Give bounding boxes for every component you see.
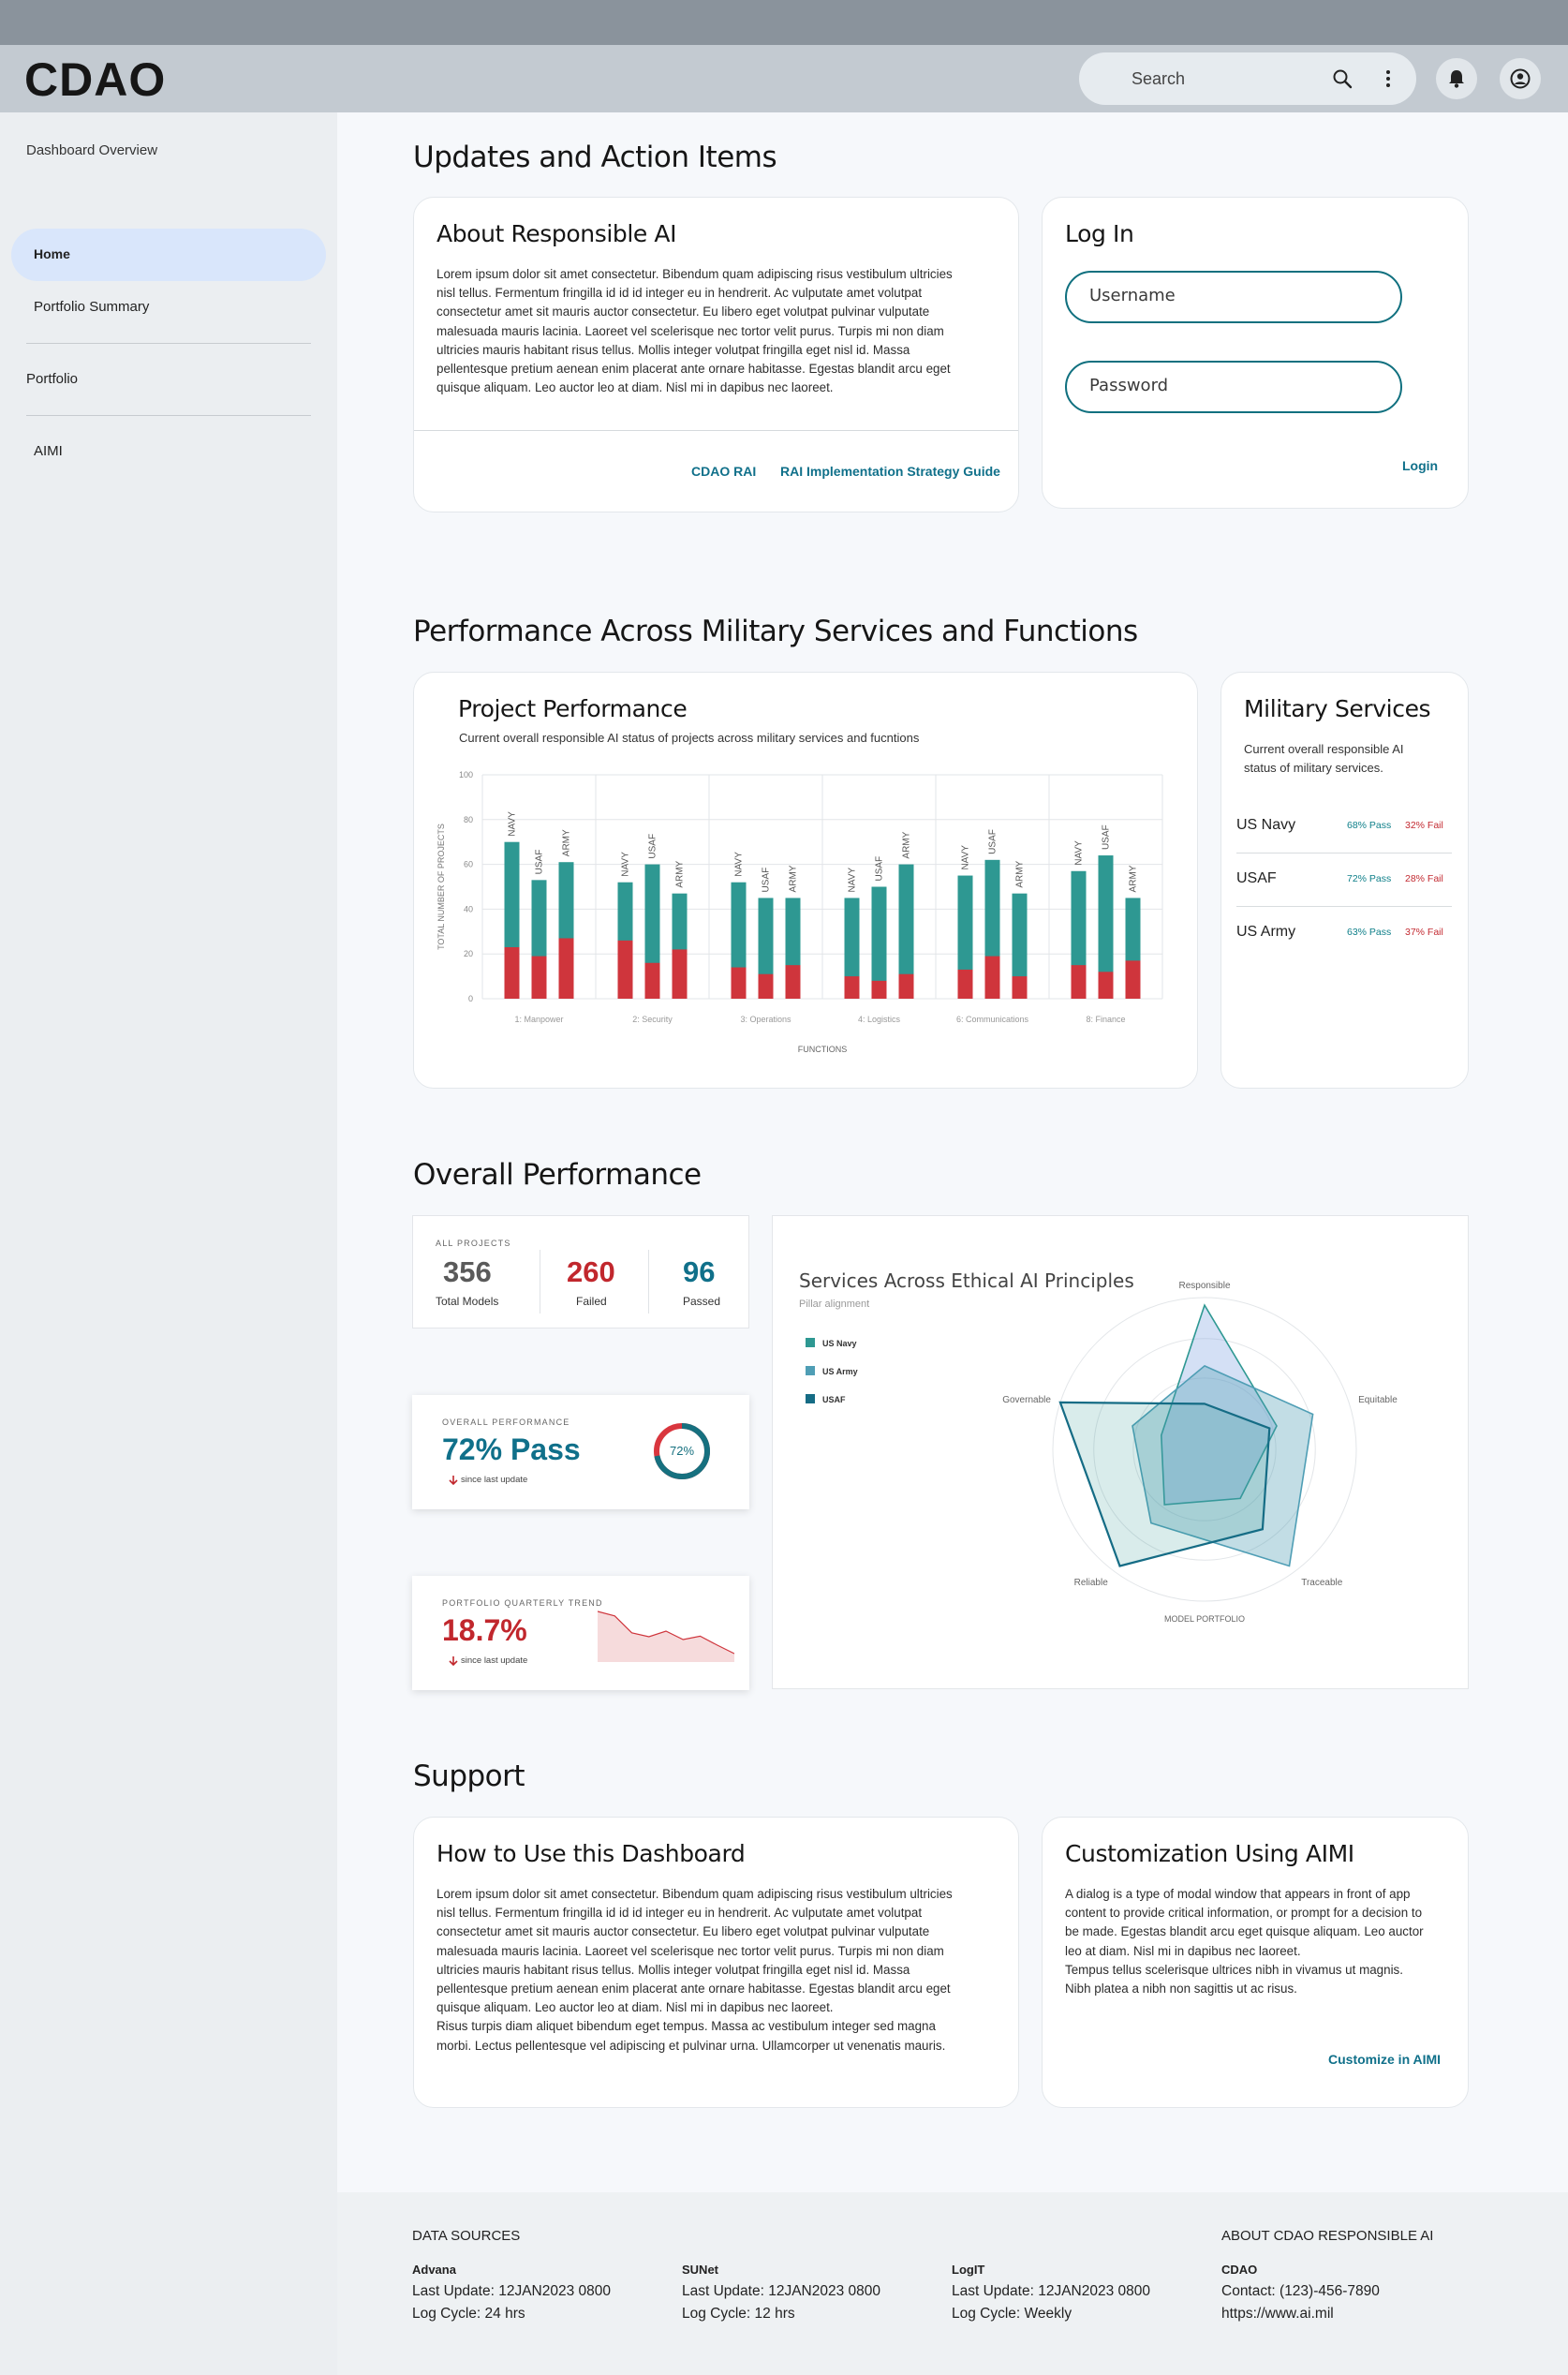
quarterly-trend-value: 18.7% (442, 1613, 527, 1647)
service-row-navy (1236, 800, 1452, 853)
failed-label: Failed (576, 1295, 607, 1308)
y-axis-label: TOTAL NUMBER OF PROJECTS (436, 824, 446, 950)
bar-label: NAVY (847, 867, 858, 893)
about-name: CDAO (1221, 2263, 1258, 2277)
bar-label: ARMY (1014, 860, 1026, 888)
donut-label: 72% (669, 1444, 695, 1458)
all-projects-caption: ALL PROJECTS (436, 1239, 511, 1248)
how-to-use-card (413, 1817, 1019, 2108)
about-caption: ABOUT CDAO RESPONSIBLE AI (1221, 2228, 1434, 2244)
sidebar-item-home[interactable] (11, 229, 326, 281)
military-services-title: Military Services (1244, 695, 1431, 722)
sidebar-item-portfolio[interactable]: Portfolio (26, 371, 79, 387)
bar-label: ARMY (674, 860, 686, 888)
total-models-label: Total Models (436, 1295, 499, 1308)
customization-card (1042, 1817, 1469, 2108)
bar-label: ARMY (1128, 865, 1139, 893)
bar-fail (559, 938, 574, 999)
about-url[interactable]: https://www.ai.mil (1221, 2306, 1334, 2322)
bar-label: USAF (874, 855, 885, 882)
customization-title: Customization Using AIMI (1065, 1840, 1354, 1867)
overall-performance-value: 72% Pass (442, 1432, 581, 1466)
data-sources-caption: DATA SOURCES (412, 2228, 521, 2244)
section-title-support: Support (413, 1759, 525, 1793)
overall-performance-caption: OVERALL PERFORMANCE (442, 1418, 570, 1427)
bar-fail (786, 965, 801, 999)
bar-fail (732, 968, 747, 999)
all-projects-card (412, 1215, 749, 1329)
source-update: Last Update: 12JAN2023 0800 (682, 2283, 880, 2299)
legend-swatch (806, 1338, 815, 1347)
radar-title: Services Across Ethical AI Principles (799, 1269, 1134, 1292)
username-field[interactable] (1065, 271, 1402, 323)
service-pass: 63% Pass (1347, 927, 1392, 938)
bar-fail (1072, 965, 1087, 999)
bar-fail (618, 941, 633, 999)
login-title: Log In (1065, 220, 1134, 247)
bar-fail (532, 957, 547, 999)
cdao-rai-link[interactable]: CDAO RAI (691, 464, 757, 479)
bar-label: NAVY (1073, 840, 1085, 866)
since-last-update: since last update (461, 1655, 528, 1666)
sidebar-item-portfolio-summary[interactable]: Portfolio Summary (34, 299, 150, 315)
section-title-updates: Updates and Action Items (413, 141, 777, 174)
arrow-down-icon (448, 1475, 459, 1486)
sidebar-item-label: Home (34, 246, 70, 261)
how-to-use-title: How to Use this Dashboard (436, 1840, 746, 1867)
radar-axis-label: Governable (1002, 1394, 1051, 1405)
radar-axis-label: Reliable (1073, 1578, 1108, 1589)
source-update: Last Update: 12JAN2023 0800 (412, 2283, 611, 2299)
bar-fail (899, 974, 914, 999)
radar-subtitle: Pillar alignment (799, 1299, 870, 1310)
source-name: SUNet (682, 2263, 719, 2277)
bar-fail (985, 957, 1000, 999)
since-last-update: since last update (461, 1475, 528, 1485)
legend-label: US Army (822, 1367, 858, 1376)
search-placeholder[interactable]: Search (1132, 69, 1186, 88)
y-tick-label: 40 (463, 904, 473, 914)
legend-label: USAF (822, 1395, 846, 1404)
bar-label: ARMY (561, 829, 572, 857)
failed-value: 260 (567, 1255, 615, 1288)
password-input[interactable] (1089, 376, 1370, 395)
sidebar-divider (26, 415, 311, 416)
service-name: US Army (1236, 924, 1296, 940)
arrow-down-icon (448, 1655, 459, 1667)
quarterly-trend-card (412, 1576, 749, 1690)
username-input[interactable] (1089, 286, 1370, 305)
bar-fail (505, 947, 520, 999)
source-cycle: Log Cycle: 12 hrs (682, 2306, 795, 2322)
sidebar-heading: Dashboard Overview (26, 142, 158, 158)
rai-strategy-guide-link[interactable]: RAI Implementation Strategy Guide (780, 464, 1000, 479)
x-tick-label: 6: Communications (955, 1015, 1029, 1024)
source-update: Last Update: 12JAN2023 0800 (952, 2283, 1150, 2299)
bar-label: NAVY (960, 845, 971, 870)
bar-label: ARMY (901, 831, 912, 859)
sidebar-item-aimi[interactable]: AIMI (34, 443, 63, 459)
radar-footer-label: MODEL PORTFOLIO (1163, 1614, 1246, 1624)
military-services-subtitle: Current overall responsible AI status of military services. (1244, 742, 1404, 775)
bar-fail (1126, 960, 1141, 999)
y-tick-label: 20 (463, 949, 473, 959)
source-name: LogIT (952, 2263, 985, 2277)
password-field[interactable] (1065, 361, 1402, 413)
ethical-principles-radar (772, 1215, 1469, 1689)
sidebar (0, 112, 337, 2375)
section-title-performance: Performance Across Military Services and Functions (413, 615, 1138, 648)
bar-fail (872, 981, 887, 999)
about-rai-card (413, 197, 1019, 512)
customization-body: A dialog is a type of modal window that appears in front of app content to provide critical information, or prompt for a decision to be made. Egestas blandit arcu eget quisque aliquam. Leo auctor leo at diam. Nisl mi in dapibus nec laoreet. Tempus tellus scelerisque ultrices nibh in vivamus ut magnis. Nibh platea a nibh non sagittis ut ac risus. (1065, 1887, 1424, 1996)
card-divider (414, 430, 1018, 431)
service-pass: 68% Pass (1347, 820, 1392, 831)
bar-fail (1013, 976, 1028, 999)
radar-axis-label: Traceable (1301, 1578, 1343, 1589)
login-button[interactable]: Login (1402, 458, 1439, 473)
quarterly-trend-sparkline (598, 1610, 734, 1662)
passed-value: 96 (683, 1255, 716, 1288)
x-tick-label: 8: Finance (1086, 1015, 1126, 1024)
source-cycle: Log Cycle: 24 hrs (412, 2306, 525, 2322)
project-performance-subtitle: Current overall responsible AI status of projects across military services and fucntions (459, 731, 920, 745)
search-icon[interactable] (1332, 68, 1353, 89)
service-name: USAF (1236, 870, 1277, 886)
window-top-strip (0, 0, 1568, 45)
bar-label: USAF (761, 867, 772, 893)
sidebar-divider (26, 343, 311, 344)
x-tick-label: 4: Logistics (857, 1015, 901, 1024)
service-fail: 32% Fail (1405, 820, 1443, 831)
source-name: Advana (412, 2263, 456, 2277)
source-cycle: Log Cycle: Weekly (952, 2306, 1072, 2322)
project-performance-chart (413, 672, 1198, 1089)
bell-icon (1446, 68, 1467, 89)
app-logo[interactable]: CDAO (24, 53, 167, 106)
bar-label: USAF (1101, 824, 1112, 851)
service-name: US Navy (1236, 817, 1296, 833)
y-tick-label: 0 (467, 994, 473, 1003)
bar-label: NAVY (620, 852, 631, 877)
account-button[interactable] (1500, 58, 1541, 99)
section-title-overall: Overall Performance (413, 1158, 702, 1192)
pass-donut-chart (652, 1421, 712, 1481)
x-tick-label: 1: Manpower (514, 1015, 564, 1024)
legend-swatch (806, 1366, 815, 1375)
account-icon (1510, 68, 1531, 89)
bar-label: USAF (534, 849, 545, 875)
project-performance-title: Project Performance (458, 695, 688, 722)
service-fail: 28% Fail (1405, 873, 1443, 884)
service-row-usaf (1236, 854, 1452, 906)
x-tick-label: 2: Security (632, 1015, 673, 1024)
bar-fail (673, 949, 688, 999)
passed-label: Passed (683, 1295, 721, 1308)
app-header (0, 45, 1568, 112)
legend-label: US Navy (822, 1339, 857, 1348)
footer (337, 2192, 1568, 2375)
total-models-value: 356 (443, 1255, 492, 1288)
bar-label: USAF (647, 833, 658, 859)
how-to-use-body: Lorem ipsum dolor sit amet consectetur. Bibendum quam adipiscing risus vestibulum ultricies nisl tellus. Fermentum fringilla id id id integer eu in hendrerit. Ac vulputate amet volutpat consectetur amet sit mauris auctor consectetur. Eu libero eget volutpat pulvinar vulputate malesuada mauris lacinia. Laoreet vel scelerisque nec tortor velit purus. Turpis mi non diam ultricies mauris habitant risus tellus. Mollis integer volutpat fringilla eget nisl id. Massa pellentesque pretium aenean enim placerat ante ornare habitasse. Egestas blandit arcu eget quisque aliquam. Leo auctor leo at diam. Nisl mi in dapibus nec laoreet. Risus turpis diam aliquet bibendum eget tempus. Massa ac vestibulum integer sed magna morbi. Lectus pellentesque vel adipiscing et pulvinar urna. Ullamcorper ut venenatis mauris. (436, 1887, 953, 2053)
x-tick-label: 3: Operations (740, 1015, 791, 1024)
military-services-card (1220, 672, 1469, 1089)
y-tick-label: 100 (458, 770, 473, 779)
service-fail: 37% Fail (1405, 927, 1443, 938)
y-tick-label: 80 (463, 814, 473, 824)
bar-label: NAVY (733, 852, 745, 877)
login-card (1042, 197, 1469, 509)
customize-in-aimi-link[interactable]: Customize in AIMI (1328, 2052, 1442, 2067)
bar-fail (845, 976, 860, 999)
about-rai-body: Lorem ipsum dolor sit amet consectetur. Bibendum quam adipiscing risus vestibulum ultricies nisl tellus. Fermentum fringilla id id id integer eu in hendrerit. Ac vulputate amet volutpat consectetur amet sit mauris auctor consectetur. Eu libero eget volutpat pulvinar vulputate malesuada mauris lacinia. Laoreet vel scelerisque nec tortor velit purus. Turpis mi non diam ultricies mauris habitant risus tellus. Mollis integer volutpat fringilla eget nisl id. Massa pellentesque pretium aenean enim placerat ante ornare habitasse. Egestas blandit arcu eget quisque aliquam. Leo auctor leo at diam. Nisl mi in dapibus nec laoreet. (436, 267, 953, 395)
stat-divider (648, 1250, 649, 1314)
bar-fail (1099, 972, 1114, 999)
bar-fail (958, 970, 973, 999)
legend-swatch (806, 1394, 815, 1403)
x-axis-label: FUNCTIONS (797, 1045, 848, 1054)
bar-fail (645, 963, 660, 999)
y-tick-label: 60 (463, 859, 473, 869)
about-rai-title: About Responsible AI (436, 220, 677, 247)
service-row-army (1236, 907, 1452, 959)
overall-performance-card (412, 1395, 749, 1509)
radar-axis-label: Equitable (1358, 1394, 1398, 1405)
notifications-button[interactable] (1436, 58, 1477, 99)
kebab-icon[interactable] (1384, 68, 1392, 89)
bar-label: USAF (987, 829, 998, 854)
bar-label: ARMY (788, 865, 799, 893)
service-pass: 72% Pass (1347, 873, 1392, 884)
search-bar[interactable] (1079, 52, 1416, 105)
bar-label: NAVY (507, 811, 518, 837)
quarterly-trend-caption: PORTFOLIO QUARTERLY TREND (442, 1598, 603, 1608)
radar-axis-label: Responsible (1178, 1281, 1231, 1291)
bar-fail (759, 974, 774, 999)
about-contact: Contact: (123)-456-7890 (1221, 2283, 1380, 2299)
